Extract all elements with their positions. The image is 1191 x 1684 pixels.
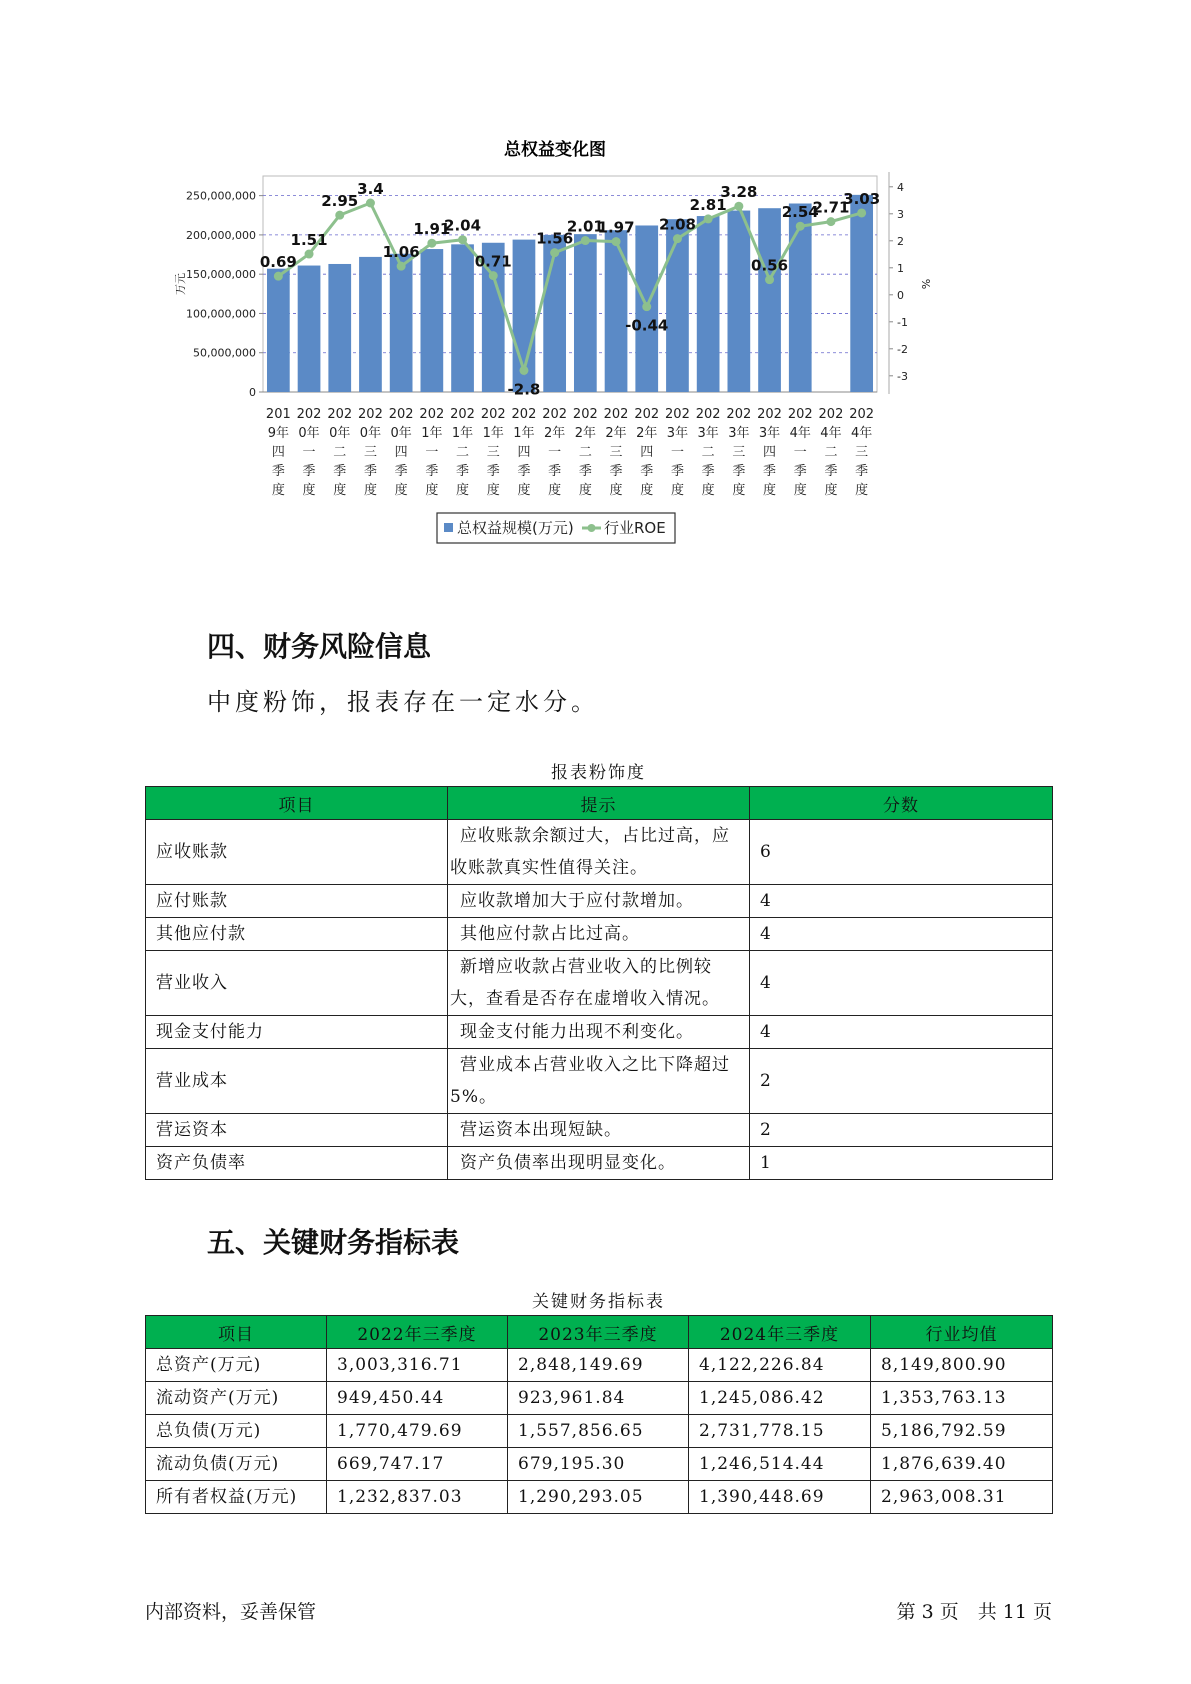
x-tick-label: 四 bbox=[394, 445, 408, 460]
roe-point bbox=[427, 239, 436, 248]
roe-point bbox=[458, 235, 467, 244]
x-tick-label: 度 bbox=[763, 483, 777, 498]
risk-item-cell: 应付账款 bbox=[146, 885, 448, 918]
column-header: 行业均值 bbox=[871, 1316, 1053, 1349]
fin-value-cell: 1,290,293.05 bbox=[508, 1481, 689, 1514]
equity-chart-svg bbox=[170, 135, 1000, 595]
roe-point bbox=[857, 208, 866, 217]
fin-value-cell: 2,731,778.15 bbox=[689, 1415, 871, 1448]
x-tick-label: 度 bbox=[486, 483, 500, 498]
fin-table-header bbox=[146, 1316, 1053, 1349]
roe-point bbox=[274, 272, 283, 281]
fin-value-cell: 1,232,837.03 bbox=[327, 1481, 508, 1514]
x-tick-label: 202 bbox=[787, 407, 813, 422]
risk-score-cell: 4 bbox=[750, 885, 1053, 918]
risk-hint-cell: 其他应付款占比过高。 bbox=[448, 918, 750, 951]
x-tick-label: 202 bbox=[849, 407, 875, 422]
risk-score-cell: 2 bbox=[750, 1114, 1053, 1147]
fin-value-cell: 923,961.84 bbox=[508, 1382, 689, 1415]
y2-tick-label: -1 bbox=[897, 315, 908, 329]
x-tick-label: 一 bbox=[425, 445, 439, 460]
risk-hint-cell: 新增应收款占营业收入的比例较大，查看是否存在虚增收入情况。 bbox=[448, 951, 750, 1016]
roe-point bbox=[305, 250, 314, 259]
risk-table bbox=[145, 786, 1053, 1180]
fin-value-cell: 1,246,514.44 bbox=[689, 1448, 871, 1481]
roe-point bbox=[581, 236, 590, 245]
bar bbox=[267, 269, 290, 392]
roe-point bbox=[612, 237, 621, 246]
table-row bbox=[146, 1481, 1053, 1514]
y-tick-label: 100,000,000 bbox=[186, 307, 256, 321]
section4-heading: 四、财务风险信息 bbox=[207, 630, 432, 663]
x-tick-label: 202 bbox=[296, 407, 322, 422]
x-tick-label: 202 bbox=[818, 407, 844, 422]
x-tick-label: 季 bbox=[578, 464, 592, 479]
x-tick-label: 二 bbox=[701, 445, 715, 460]
roe-data-label: -2.8 bbox=[507, 380, 541, 399]
y2-tick-label: 1 bbox=[897, 261, 904, 275]
x-tick-label: 202 bbox=[542, 407, 568, 422]
y-tick-label: 250,000,000 bbox=[186, 189, 256, 203]
chart-title: 总权益变化图 bbox=[504, 140, 606, 160]
x-tick-label: 季 bbox=[333, 464, 347, 479]
x-tick-label: 季 bbox=[548, 464, 562, 479]
x-tick-label: 季 bbox=[640, 464, 654, 479]
x-tick-label: 季 bbox=[732, 464, 746, 479]
fin-value-cell: 949,450.44 bbox=[327, 1382, 508, 1415]
x-tick-label: 1年 bbox=[421, 426, 443, 441]
x-tick-label: 二 bbox=[578, 445, 592, 460]
bar bbox=[359, 257, 382, 392]
x-tick-label: 201 bbox=[265, 407, 291, 422]
risk-item-cell: 资产负债率 bbox=[146, 1147, 448, 1180]
x-tick-label: 度 bbox=[363, 483, 377, 498]
x-tick-label: 3年 bbox=[697, 426, 719, 441]
fin-value-cell: 1,390,448.69 bbox=[689, 1481, 871, 1514]
bar bbox=[390, 254, 413, 392]
section5-heading: 五、关键财务指标表 bbox=[207, 1226, 460, 1259]
fin-value-cell: 3,003,316.71 bbox=[327, 1349, 508, 1382]
x-tick-label: 季 bbox=[763, 464, 777, 479]
fin-value-cell: 679,195.30 bbox=[508, 1448, 689, 1481]
bar bbox=[605, 230, 628, 392]
risk-hint-cell: 应收款增加大于应付款增加。 bbox=[448, 885, 750, 918]
roe-data-label: 2.01 bbox=[566, 217, 604, 236]
risk-item-cell: 应收账款 bbox=[146, 820, 448, 885]
y-tick-label: 200,000,000 bbox=[186, 228, 256, 242]
roe-point bbox=[397, 262, 406, 271]
risk-table-header bbox=[146, 787, 1053, 820]
x-tick-label: 度 bbox=[855, 483, 869, 498]
table-row bbox=[146, 1448, 1053, 1481]
roe-data-label: 1.91 bbox=[413, 220, 451, 239]
table-row bbox=[146, 1114, 1053, 1147]
table-row bbox=[146, 918, 1053, 951]
fin-value-cell: 1,353,763.13 bbox=[871, 1382, 1053, 1415]
risk-item-cell: 营业收入 bbox=[146, 951, 448, 1016]
x-tick-label: 季 bbox=[456, 464, 470, 479]
x-tick-label: 度 bbox=[640, 483, 654, 498]
bar bbox=[758, 208, 781, 392]
roe-point bbox=[673, 234, 682, 243]
x-tick-label: 度 bbox=[271, 483, 285, 498]
x-tick-label: 3年 bbox=[728, 426, 750, 441]
x-tick-label: 202 bbox=[511, 407, 537, 422]
x-tick-label: 度 bbox=[394, 483, 408, 498]
roe-data-label: 2.81 bbox=[689, 195, 727, 214]
y2-tick-label: 4 bbox=[897, 180, 904, 194]
roe-point bbox=[335, 211, 344, 220]
x-tick-label: 3年 bbox=[758, 426, 781, 441]
x-tick-label: 四 bbox=[640, 445, 654, 460]
x-tick-label: 二 bbox=[824, 445, 838, 460]
legend-line-marker bbox=[588, 524, 596, 532]
roe-data-label: 3.4 bbox=[357, 180, 384, 198]
x-tick-label: 202 bbox=[480, 407, 506, 422]
y-tick-label: 50,000,000 bbox=[193, 346, 256, 360]
x-tick-label: 202 bbox=[358, 407, 383, 422]
roe-data-label: 2.71 bbox=[812, 198, 850, 217]
x-tick-label: 季 bbox=[793, 464, 807, 479]
roe-data-label: 2.04 bbox=[444, 216, 482, 235]
fin-value-cell: 1,557,856.65 bbox=[508, 1415, 689, 1448]
risk-item-cell: 营运资本 bbox=[146, 1114, 448, 1147]
roe-point bbox=[734, 202, 743, 211]
roe-data-label: 0.71 bbox=[474, 252, 512, 271]
roe-data-label: 1.97 bbox=[597, 218, 635, 237]
risk-item-cell: 其他应付款 bbox=[146, 918, 448, 951]
fin-value-cell: 669,747.17 bbox=[327, 1448, 508, 1481]
roe-data-label: 0.56 bbox=[751, 256, 789, 275]
table-row bbox=[146, 1382, 1053, 1415]
legend-bar-label: 总权益规模(万元) bbox=[457, 519, 574, 537]
roe-data-label: 0.69 bbox=[259, 253, 297, 272]
x-tick-label: 4年 bbox=[789, 426, 811, 441]
roe-point bbox=[796, 222, 805, 231]
x-tick-label: 0年 bbox=[390, 426, 412, 441]
column-header: 2022年三季度 bbox=[327, 1316, 508, 1349]
x-tick-label: 202 bbox=[603, 407, 629, 422]
x-tick-label: 季 bbox=[670, 464, 684, 479]
x-tick-label: 季 bbox=[609, 464, 623, 479]
roe-point bbox=[366, 199, 375, 208]
x-tick-label: 1年 bbox=[451, 426, 474, 441]
y2-tick-label: 3 bbox=[897, 207, 904, 221]
fin-value-cell: 1,245,086.42 bbox=[689, 1382, 871, 1415]
fin-value-cell: 4,122,226.84 bbox=[689, 1349, 871, 1382]
x-tick-label: 度 bbox=[517, 483, 531, 498]
x-tick-label: 202 bbox=[634, 407, 660, 422]
x-tick-label: 0年 bbox=[329, 426, 351, 441]
x-tick-label: 9年 bbox=[267, 426, 289, 441]
fin-value-cell: 1,876,639.40 bbox=[871, 1448, 1053, 1481]
column-header: 分数 bbox=[750, 787, 1053, 820]
fin-value-cell: 2,848,149.69 bbox=[508, 1349, 689, 1382]
x-tick-label: 2年 bbox=[636, 426, 658, 441]
risk-score-cell: 4 bbox=[750, 1016, 1053, 1049]
x-tick-label: 202 bbox=[419, 407, 445, 422]
x-tick-label: 1年 bbox=[513, 426, 535, 441]
roe-data-label: 2.08 bbox=[658, 215, 696, 234]
fin-value-cell: 5,186,792.59 bbox=[871, 1415, 1053, 1448]
x-tick-label: 季 bbox=[363, 464, 377, 479]
x-tick-label: 202 bbox=[757, 407, 782, 422]
table-row bbox=[146, 1147, 1053, 1180]
y2-axis-label: % bbox=[919, 278, 932, 290]
y2-tick-label: 0 bbox=[897, 288, 904, 302]
table-row bbox=[146, 1415, 1053, 1448]
x-tick-label: 季 bbox=[394, 464, 408, 479]
fin-value-cell: 1,770,479.69 bbox=[327, 1415, 508, 1448]
x-tick-label: 202 bbox=[450, 407, 475, 422]
roe-point bbox=[550, 248, 559, 257]
footer-confidential: 内部资料，妥善保管 bbox=[145, 1601, 317, 1623]
x-tick-label: 度 bbox=[548, 483, 562, 498]
x-tick-label: 四 bbox=[517, 445, 531, 460]
table-row bbox=[146, 820, 1053, 885]
x-tick-label: 三 bbox=[732, 445, 746, 460]
bar bbox=[298, 266, 321, 392]
table-row bbox=[146, 1349, 1053, 1382]
x-tick-label: 季 bbox=[855, 464, 869, 479]
fin-item-cell: 总负债(万元) bbox=[146, 1415, 327, 1448]
x-tick-label: 三 bbox=[486, 445, 500, 460]
fin-table-caption: 关键财务指标表 bbox=[532, 1292, 665, 1312]
x-tick-label: 一 bbox=[793, 445, 807, 460]
x-tick-label: 2年 bbox=[574, 426, 596, 441]
x-tick-label: 度 bbox=[578, 483, 592, 498]
equity-chart bbox=[170, 135, 1000, 595]
column-header: 2024年三季度 bbox=[689, 1316, 871, 1349]
roe-data-label: 1.51 bbox=[290, 231, 328, 250]
risk-hint-cell: 现金支付能力出现不利变化。 bbox=[448, 1016, 750, 1049]
bar bbox=[666, 219, 689, 392]
risk-score-cell: 4 bbox=[750, 951, 1053, 1016]
x-tick-label: 三 bbox=[609, 445, 623, 460]
risk-score-cell: 6 bbox=[750, 820, 1053, 885]
footer-page-number: 第 3 页 共 11 页 bbox=[896, 1601, 1052, 1623]
column-header: 项目 bbox=[146, 787, 448, 820]
y2-tick-label: -2 bbox=[897, 342, 908, 356]
x-tick-label: 2年 bbox=[544, 426, 566, 441]
x-tick-label: 4年 bbox=[820, 426, 842, 441]
x-tick-label: 四 bbox=[271, 445, 285, 460]
x-tick-label: 0年 bbox=[359, 426, 382, 441]
x-tick-label: 度 bbox=[609, 483, 623, 498]
roe-point bbox=[489, 271, 498, 280]
bar bbox=[850, 195, 873, 392]
roe-data-label: 2.95 bbox=[321, 192, 359, 211]
fin-item-cell: 流动资产(万元) bbox=[146, 1382, 327, 1415]
risk-score-cell: 4 bbox=[750, 918, 1053, 951]
y-tick-label: 150,000,000 bbox=[186, 268, 256, 282]
x-tick-label: 一 bbox=[670, 445, 684, 460]
roe-data-label: 3.03 bbox=[843, 189, 881, 208]
x-tick-label: 季 bbox=[302, 464, 316, 479]
bar bbox=[451, 244, 474, 392]
x-tick-label: 202 bbox=[665, 407, 690, 422]
fin-value-cell: 8,149,800.90 bbox=[871, 1349, 1053, 1382]
fin-value-cell: 2,963,008.31 bbox=[871, 1481, 1053, 1514]
legend-line-label: 行业ROE bbox=[604, 519, 666, 537]
risk-item-cell: 现金支付能力 bbox=[146, 1016, 448, 1049]
bar bbox=[574, 234, 597, 392]
bar bbox=[420, 249, 443, 392]
x-tick-label: 202 bbox=[695, 407, 721, 422]
bar bbox=[328, 264, 351, 392]
roe-data-label: 1.06 bbox=[382, 243, 420, 262]
risk-hint-cell: 营运资本出现短缺。 bbox=[448, 1114, 750, 1147]
x-tick-label: 1年 bbox=[482, 426, 504, 441]
roe-point bbox=[642, 302, 651, 311]
roe-data-label: -0.44 bbox=[625, 316, 669, 335]
bar bbox=[697, 216, 720, 392]
risk-score-cell: 1 bbox=[750, 1147, 1053, 1180]
table-row bbox=[146, 885, 1053, 918]
x-tick-label: 202 bbox=[327, 407, 353, 422]
column-header: 2023年三季度 bbox=[508, 1316, 689, 1349]
x-tick-label: 0年 bbox=[298, 426, 320, 441]
roe-data-label: 3.28 bbox=[720, 183, 758, 202]
section4-summary: 中度粉饰，报表存在一定水分。 bbox=[207, 688, 599, 716]
bar bbox=[789, 203, 812, 392]
bar bbox=[727, 211, 750, 392]
x-tick-label: 季 bbox=[701, 464, 715, 479]
roe-data-label: 1.56 bbox=[536, 229, 574, 248]
x-tick-label: 季 bbox=[824, 464, 838, 479]
risk-table-caption: 报表粉饰度 bbox=[551, 763, 646, 783]
x-tick-label: 季 bbox=[486, 464, 500, 479]
financial-indicators-table bbox=[145, 1315, 1053, 1514]
x-tick-label: 4年 bbox=[851, 426, 873, 441]
x-tick-label: 度 bbox=[732, 483, 746, 498]
y2-tick-label: -3 bbox=[897, 369, 908, 383]
x-tick-label: 三 bbox=[855, 445, 869, 460]
x-tick-label: 度 bbox=[793, 483, 807, 498]
table-row bbox=[146, 951, 1053, 1016]
x-tick-label: 三 bbox=[363, 445, 377, 460]
y-tick-label: 0 bbox=[249, 386, 256, 399]
x-tick-label: 度 bbox=[302, 483, 316, 498]
risk-item-cell: 营业成本 bbox=[146, 1049, 448, 1114]
x-tick-label: 202 bbox=[726, 407, 752, 422]
x-tick-label: 202 bbox=[388, 407, 414, 422]
x-tick-label: 度 bbox=[456, 483, 470, 498]
x-tick-label: 202 bbox=[572, 407, 598, 422]
x-tick-label: 度 bbox=[333, 483, 347, 498]
risk-hint-cell: 资产负债率出现明显变化。 bbox=[448, 1147, 750, 1180]
x-tick-label: 季 bbox=[271, 464, 285, 479]
risk-score-cell: 2 bbox=[750, 1049, 1053, 1114]
table-row bbox=[146, 1049, 1053, 1114]
x-tick-label: 3年 bbox=[666, 426, 689, 441]
column-header: 提示 bbox=[448, 787, 750, 820]
x-tick-label: 度 bbox=[701, 483, 715, 498]
column-header: 项目 bbox=[146, 1316, 327, 1349]
table-row bbox=[146, 1016, 1053, 1049]
legend-bar-swatch bbox=[444, 523, 453, 532]
x-tick-label: 四 bbox=[763, 445, 777, 460]
x-tick-label: 度 bbox=[425, 483, 439, 498]
x-tick-label: 度 bbox=[824, 483, 838, 498]
x-tick-label: 一 bbox=[548, 445, 562, 460]
x-tick-label: 度 bbox=[670, 483, 684, 498]
x-tick-label: 2年 bbox=[605, 426, 627, 441]
fin-item-cell: 所有者权益(万元) bbox=[146, 1481, 327, 1514]
x-tick-label: 季 bbox=[517, 464, 531, 479]
x-tick-label: 二 bbox=[333, 445, 347, 460]
y-axis-label: 万元 bbox=[174, 273, 187, 295]
roe-point bbox=[704, 214, 713, 223]
x-tick-label: 季 bbox=[425, 464, 439, 479]
risk-hint-cell: 营业成本占营业收入之比下降超过5%。 bbox=[448, 1049, 750, 1114]
fin-item-cell: 流动负债(万元) bbox=[146, 1448, 327, 1481]
risk-hint-cell: 应收账款余额过大，占比过高，应收账款真实性值得关注。 bbox=[448, 820, 750, 885]
roe-point bbox=[519, 366, 528, 375]
roe-point bbox=[765, 275, 774, 284]
y2-tick-label: 2 bbox=[897, 234, 904, 248]
roe-data-label: 2.54 bbox=[781, 203, 819, 222]
roe-point bbox=[826, 217, 835, 226]
x-tick-label: 一 bbox=[302, 445, 316, 460]
fin-item-cell: 总资产(万元) bbox=[146, 1349, 327, 1382]
x-tick-label: 二 bbox=[456, 445, 470, 460]
